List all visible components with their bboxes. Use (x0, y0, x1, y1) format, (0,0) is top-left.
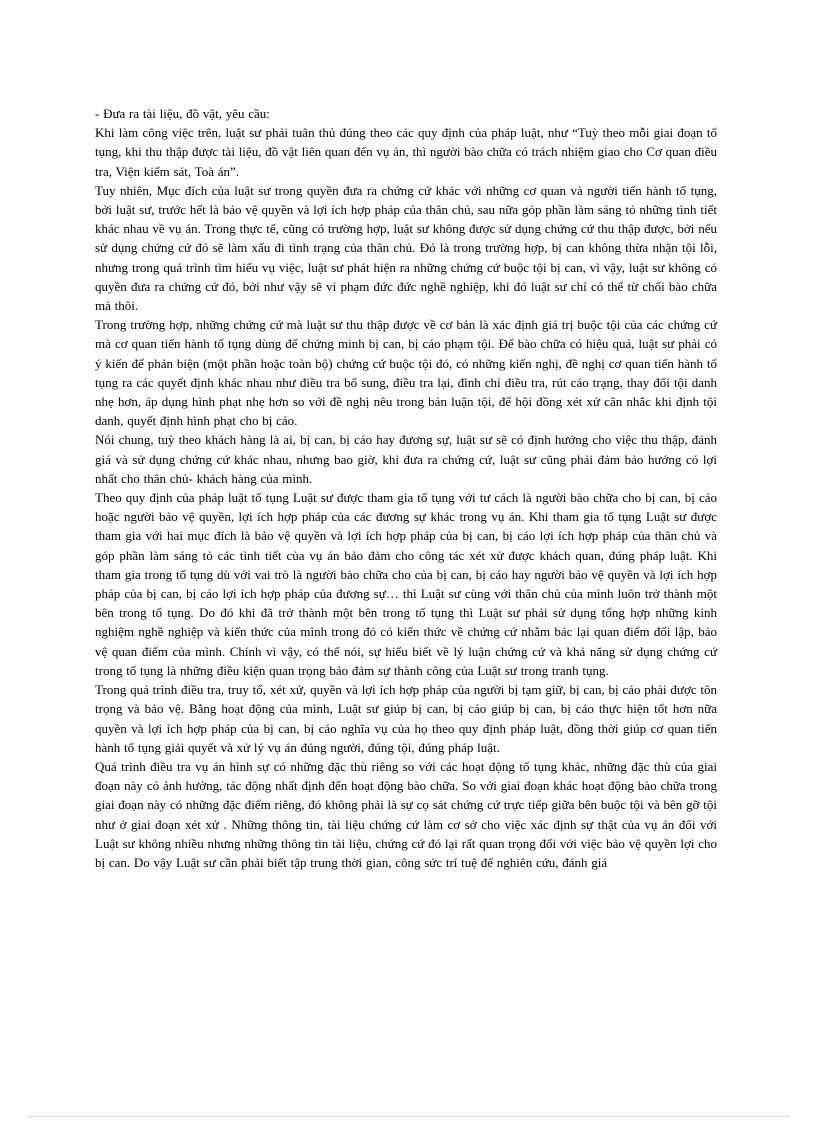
paragraph-2: Khi làm công việc trên, luật sư phải tuân thủ đúng theo các quy định của pháp luật, như “Tuỳ theo mỗi giai đoạn tố tụng, khi thu thập được tài liệu, đồ vật liên quan đến vụ án, thì người bào chữa có trách nhiệm giao cho Cơ quan điều tra, Viện kiểm sát, Toà án”. (95, 125, 717, 179)
paragraph-4: Trong trường hợp, những chứng cứ mà luật sư thu thập được về cơ bản là xác định giá trị buộc tội của các chứng cứ mà cơ quan tiến hành tố tụng dùng để chứng minh bị can, bị cáo phạm tội. Để bào chữa có hiệu quả, luật sư phải có ý kiến để phản biện (một phần hoặc toàn bộ) chứng cứ buộc tội đó, có những kiến nghị, đề nghị cơ quan tiến hành tố tụng ra các quyết định khác nhau như điều tra bổ sung, điều tra lại, đình chỉ điều tra, rút cáo trạng, thay đổi tội danh nhẹ hơn, áp dụng hình phạt nhẹ hơn so với đề nghị nêu trong bản luận tội, để hội đồng xét xử cân nhắc khi định tội danh, quyết định hình phạt cho bị cáo. (95, 317, 717, 429)
paragraph-6: Theo quy định của pháp luật tố tụng Luật sư được tham gia tố tụng với tư cách là người bào chữa cho bị can, bị cáo hoặc người bảo vệ quyền, lợi ích hợp pháp của các đương sự khác trong vụ án. Khi tham gia tố tụng Luật sư được tham gia với hai mục đích là bảo vệ quyền và lợi ích hợp pháp của bị can, bị cáo lợi ích hợp pháp của thân chủ và góp phần làm sáng tỏ các tình tiết của vụ án bảo đảm cho công tác xét xử được khách quan, đúng pháp luật. Khi tham gia trong tố tụng dù với vai trò là người bào chữa cho của bị can, bị cáo hay người bảo vệ quyền và lợi ích hợp pháp của bị can, bị cáo lợi ích hợp pháp của đương sự… thì Luật sư cùng với thân chủ của mình luôn trở thành một bên trong tố tụng. Do đó khi đã trở thành một bên trong tố tụng thì Luật sư phải sử dụng tổng hợp những kinh nghiệm nghề nghiệp và kiến thức của mình trong đó có kiến thức về chứng cứ nhằm bác lại quan điểm đối lập, bảo vệ quan điểm của mình. Chính vì vậy, có thể nói, sự hiểu biết về lý luận chứng cứ và khả năng sử dụng chứng cứ trong tố tụng là những điều kiện quan trọng bảo đảm sự thành công của Luật sư trong tranh tụng. (95, 490, 717, 678)
paragraph-5: Nói chung, tuỳ theo khách hàng là ai, bị can, bị cáo hay đương sự, luật sư sẽ có định hướng cho việc thu thập, đánh giá và sử dụng chứng cứ khác nhau, nhưng bao giờ, khi đưa ra chứng cứ, luật sư cũng phải đảm bảo hướng có lợi nhất cho thân chủ- khách hàng của mình. (95, 432, 717, 486)
paragraph-1: - Đưa ra tài liệu, đồ vật, yêu cầu: (95, 106, 270, 121)
page-bottom-border (28, 1116, 788, 1117)
paragraph-7: Trong quá trình điều tra, truy tố, xét xử, quyền và lợi ích hợp pháp của người bị tạm giữ, bị can, bị cáo phải được tôn trọng và bảo vệ. Bằng hoạt động của mình, Luật sư giúp bị can, bị cáo giúp bị can, bị cáo thực hiện tốt hơn nữa quyền và lợi ích hợp pháp của bị can, bị cáo nghĩa vụ của họ theo quy định pháp luật, đồng thời giúp cơ quan tiến hành tố tụng giải quyết và xử lý vụ án đúng người, đúng tội, đúng pháp luật. (95, 682, 717, 755)
document-page (95, 104, 717, 872)
paragraph-8: Quá trình điều tra vụ án hình sự có những đặc thù riêng so với các hoạt động tố tụng khác, những đặc thù của giai đoạn này có ảnh hưởng, tác động nhất định đến hoạt động bào chữa. So với giai đoạn khác hoạt động bào chữa trong giai đoạn này có những đặc điểm riêng, đó không phải là sự cọ sát chứng cứ trực tiếp giữa bên buộc tội và bên gỡ tội như ở giai đoạn xét xử . Những thông tin, tài liệu chứng cứ làm cơ sở cho việc xác định sự thật của vụ án đối với Luật sư không nhiều nhưng những thông tin tài liệu, chứng cứ đó lại rất quan trọng đối với việc bảo vệ quyền lợi cho bị can. Do vậy Luật sư cần phải biết tập trung thời gian, công sức trí tuệ để nghiên cứu, đánh giá (95, 758, 717, 870)
paragraph-3: Tuy nhiên, Mục đích của luật sư trong quyền đưa ra chứng cứ khác với những cơ quan và người tiến hành tố tụng, bởi luật sư, trước hết là bảo vệ quyền và lợi ích hợp pháp của thân chủ, sau nữa góp phần làm sáng tỏ những tình tiết khác nhau về vụ án. Trong thực tế, cũng có trường hợp, luật sư không được sử dụng chứng cứ thu thập được, bởi nếu sử dụng chứng cứ đó sẽ làm xấu đi tình trạng của thân chủ. Đó là trong trường hợp, bị can không thừa nhận tội lỗi, nhưng trong quá trình tìm hiểu vụ việc, luật sư phát hiện ra những chứng cứ buộc tội bị can, vì vậy, luật sư không có quyền đưa ra chứng cứ đó, bởi như vậy sẽ vi phạm đức đức nghề nghiệp, khi đó luật sư chỉ có thể từ chối bào chữa mà thôi. (95, 182, 717, 314)
